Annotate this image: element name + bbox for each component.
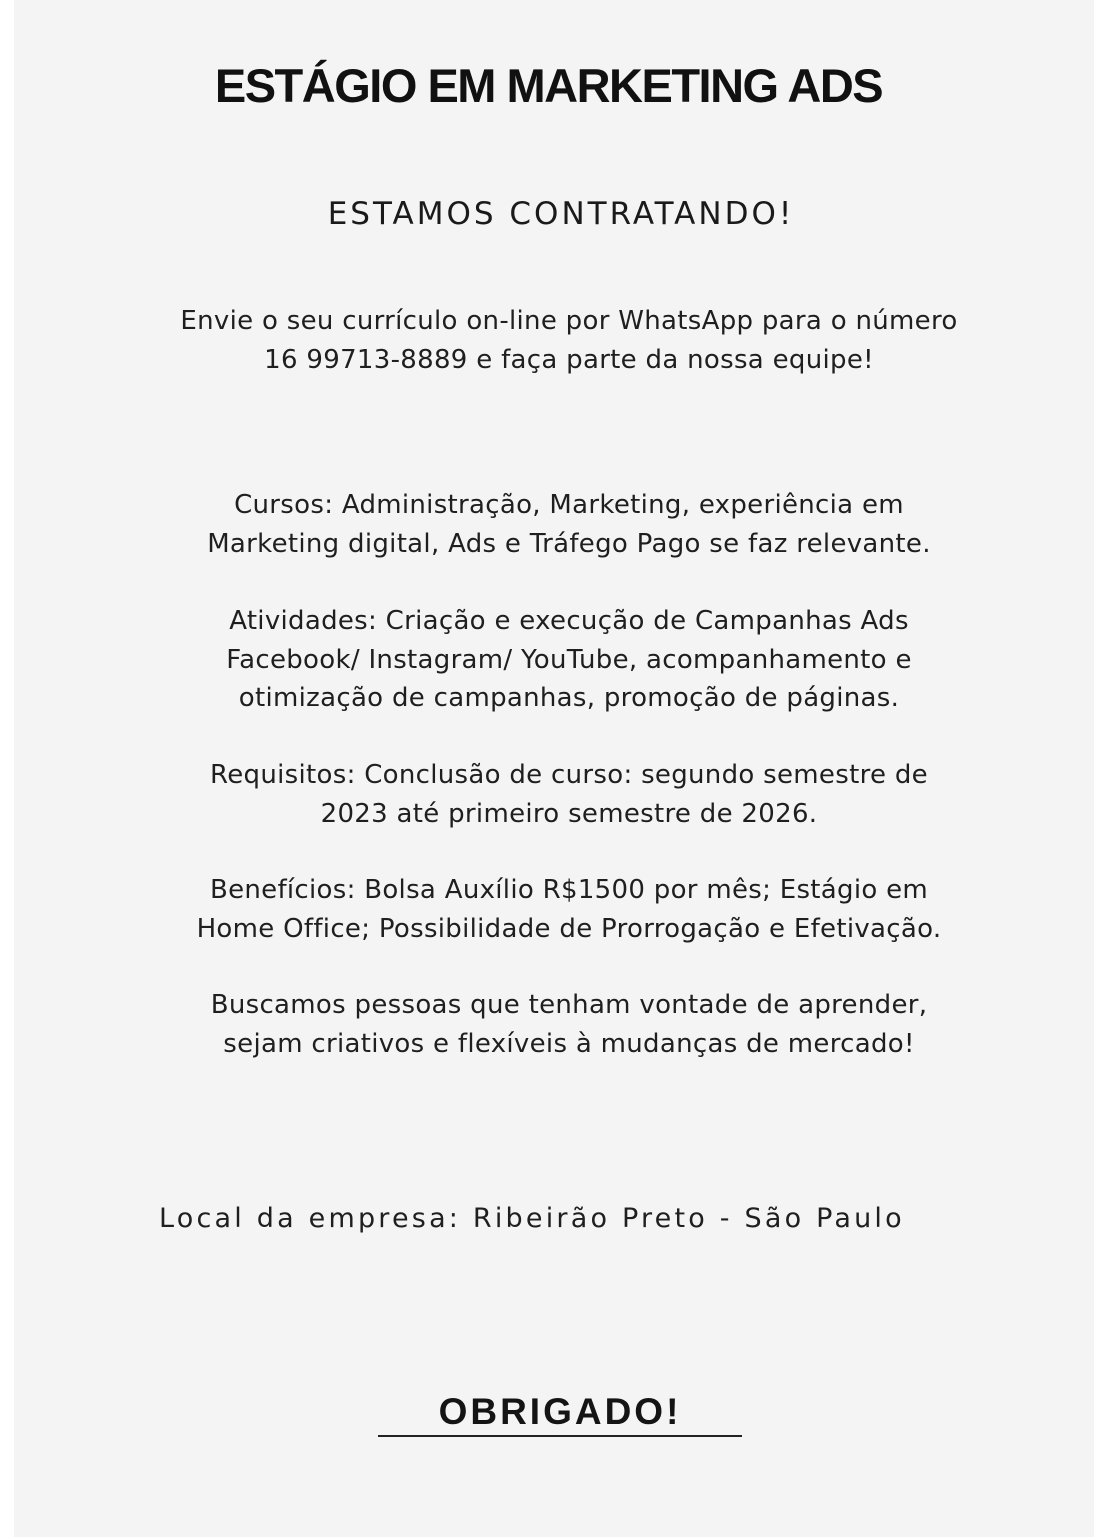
seeking-line-2: sejam criativos e flexíveis à mudanças de mercado!	[223, 1028, 915, 1059]
application-line-1: Envie o seu currículo on-line por WhatsApp para o número	[180, 306, 958, 336]
company-location: Local da empresa: Ribeirão Preto - São Paulo	[159, 1203, 905, 1234]
seeking-paragraph	[0, 986, 1097, 1063]
thanks-underline	[378, 1435, 742, 1437]
requirements-line-2: 2023 até primeiro semestre de 2026.	[320, 798, 818, 829]
activities-paragraph	[0, 602, 1097, 718]
benefits-line-2: Home Office; Possibilidade de Prorrogação e Efetivação.	[196, 913, 942, 944]
activities-line-1: Atividades: Criação e execução de Campanhas Ads	[229, 606, 909, 636]
poster-title: ESTÁGIO EM MARKETING ADS	[214, 59, 883, 112]
courses-line-1: Cursos: Administração, Marketing, experiência em	[234, 490, 904, 520]
seeking-line-1: Buscamos pessoas que tenham vontade de aprender,	[210, 990, 928, 1020]
application-line-2: 16 99713-8889 e faça parte da nossa equipe!	[264, 344, 874, 375]
activities-line-3: otimização de campanhas, promoção de páginas.	[238, 683, 900, 713]
benefits-paragraph	[0, 871, 1097, 948]
courses-paragraph	[0, 486, 1097, 563]
thanks-heading: OBRIGADO!	[438, 1391, 682, 1432]
application-instructions	[0, 302, 1097, 379]
hiring-subtitle: ESTAMOS CONTRATANDO!	[327, 196, 795, 232]
activities-line-2: Facebook/ Instagram/ YouTube, acompanhamento e	[226, 644, 912, 675]
requirements-line-1: Requisitos: Conclusão de curso: segundo semestre de	[210, 760, 928, 790]
requirements-paragraph	[0, 756, 1097, 833]
benefits-line-1: Benefícios: Bolsa Auxílio R$1500 por mês; Estágio em	[209, 875, 929, 905]
courses-line-2: Marketing digital, Ads e Tráfego Pago se faz relevante.	[207, 528, 931, 559]
